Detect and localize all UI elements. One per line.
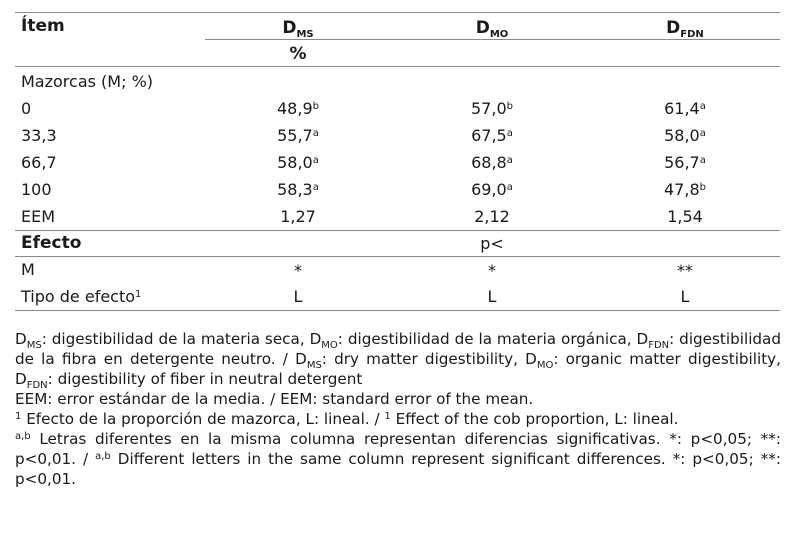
tipo-value: L [293,287,303,306]
note-letters: $^{a,b}$ Letras diferentes en la misma columna representan diferencias significativas. *: p<0,05; **: p<0,01. / $^{a,b}$ Different letters in the same column represent significant differences. *: p<0,05; **: p<0,01. [15,430,781,488]
row-value: 47,8$^b$ [664,180,706,199]
row-value: 56,7$^a$ [664,153,706,172]
row-value: 61,4$^a$ [664,99,706,118]
row-label: 0 [21,99,32,118]
tipo-label: Tipo de efecto$^1$ [21,287,142,306]
row-label: 100 [21,180,52,199]
row-value: 57,0$^b$ [471,99,513,118]
note-effect: $^1$ Efecto de la proporción de mazorca, L: lineal. / $^1$ Effect of the cob proportion, L: lineal. [15,410,679,428]
note-eem: EEM: error estándar de la media. / EEM: standard error of the mean. [15,390,534,408]
eem-value: 1,54 [667,207,703,226]
row-value: 58,3$^a$ [277,180,319,199]
efecto-bottom-rule [15,256,780,257]
section-label: Mazorcas (M; %) [21,72,154,91]
m-label: M [21,260,35,279]
header-dms: $D_{MS}$ [282,18,314,40]
row-value: 69,0$^a$ [471,180,513,199]
header-dfdn: $D_{FDN}$ [666,18,704,40]
row-value: 58,0$^a$ [664,126,706,145]
tipo-value: L [680,287,690,306]
tipo-value: L [487,287,497,306]
header-item: Ítem [21,16,65,36]
eem-bottom-rule [15,230,780,231]
header-bottom-rule [15,66,780,67]
eem-value: 2,12 [474,207,510,226]
row-value: 55,7$^a$ [277,126,319,145]
efecto-label: Efecto [21,233,82,253]
header-unit: % [289,44,307,64]
row-value: 58,0$^a$ [277,153,319,172]
row-value: 67,5$^a$ [471,126,513,145]
p-label: p< [480,234,504,253]
row-value: 68,8$^a$ [471,153,513,172]
table-top-rule [15,12,780,13]
row-label: 66,7 [21,153,57,172]
m-value: * [294,261,302,280]
row-value: 48,9$^b$ [277,99,319,118]
header-dmo: $D_{MO}$ [475,18,509,40]
row-label: 33,3 [21,126,57,145]
eem-label: EEM [21,207,56,226]
note-abbreviations: $D_{MS}$: digestibilidad de la materia seca, $D_{MO}$: digestibilidad de la materia orgánica, $D_{FDN}$: digestibilidad de la fibra en detergente neutro. / $D_{MS}$: dry matter digestibility, $D_{MO}$: organic matter digestibility, $D_{FDN}$: digestibility of fiber in neutral detergent [15,330,781,391]
table-bottom-rule [15,310,780,311]
m-value: * [488,261,496,280]
m-value: ** [677,261,693,280]
eem-value: 1,27 [280,207,316,226]
table-notes [15,329,781,489]
